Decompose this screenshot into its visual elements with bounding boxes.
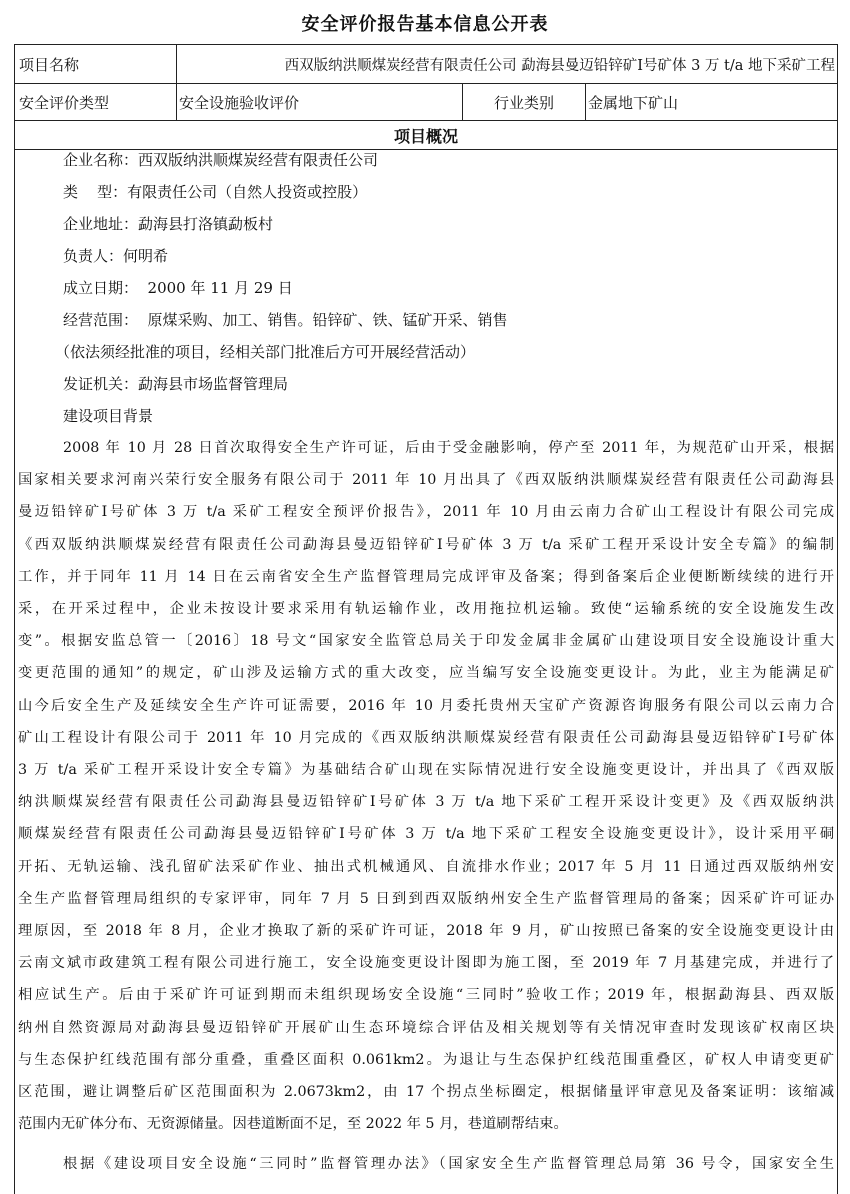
paragraph-line: 2008 年 10 月 28 日首次取得安全生产许可证，后由于受金融影响，停产至 2011 年，为规范矿山开采，根据 — [63, 440, 834, 456]
paragraph-line: 《西双版纳洪顺煤炭经营有限责任公司勐海县曼迈铅锌矿Ⅰ号矿体 3 万 t/a 采矿工程开采设计安全专篇》的编制 — [18, 536, 834, 553]
info-company-type: 类 型：有限责任公司（自然人投资或控股） — [63, 183, 368, 201]
info-company-name: 企业名称：西双版纳洪顺煤炭经营有限责任公司 — [63, 151, 379, 169]
paragraph-line: 采，在开采过程中，企业未按设计要求采用有轨运输作业，改用拖拉机运输。致使“运输系统的安全设施发生改 — [18, 601, 834, 617]
info-principal: 负责人：何明希 — [63, 247, 169, 265]
paragraph-line: 范围内无矿体分布、无资源储量。因巷道断面不足，至 2022 年 5 月，巷道刷帮结束。 — [18, 1116, 568, 1133]
paragraph-line: 云南文斌市政建筑工程有限公司进行施工，安全设施变更设计图即为施工图，至 2019 年 7 月基建完成，并进行了 — [18, 955, 834, 972]
paragraph-line: 工作，并于同年 11 月 14 日在云南省安全生产监督管理局完成评审及备案；得到备案后企业便断断续续的进行开 — [18, 568, 834, 585]
info-table — [14, 44, 838, 1194]
paragraph-line: 曼迈铅锌矿Ⅰ号矿体 3 万 t/a 采矿工程安全预评价报告》，2011 年 10 月由云南力合矿山工程设计有限公司完成 — [18, 504, 834, 521]
paragraph-line: 纳洪顺煤炭经营有限责任公司勐海县曼迈铅锌矿Ⅰ号矿体 3 万 t/a 地下采矿工程开采设计变更》及《西双版纳洪 — [18, 794, 834, 811]
paragraph-line: 变”。根据安监总管一〔2016〕18 号文“国家安全监管总局关于印发金属非金属矿山建设项目安全设施设计重大 — [18, 633, 834, 650]
info-issuing-authority: 发证机关：勐海县市场监督管理局 — [63, 375, 289, 393]
paragraph-line: 顺煤炭经营有限责任公司勐海县曼迈铅锌矿Ⅰ号矿体 3 万 t/a 地下采矿工程安全设施变更设计》，设计采用平硐 — [18, 826, 834, 843]
paragraph-line: 国家相关要求河南兴荣行安全服务有限公司于 2011 年 10 月出具了《西双版纳洪顺煤炭经营有限责任公司勐海县 — [18, 472, 834, 489]
info-founding-date: 成立日期： 2000 年 11 月 29 日 — [63, 279, 293, 297]
paragraph-line: 山今后安全生产及延续安全生产许可证需要，2016 年 10 月委托贵州天宝矿产资源咨询服务有限公司以云南力合 — [18, 697, 834, 714]
info-background-heading: 建设项目背景 — [63, 407, 154, 425]
project-name-label: 项目名称 — [19, 55, 80, 74]
paragraph-line: 根据《建设项目安全设施“三同时”监督管理办法》（国家安全生产监督管理总局第 36 号令，国家安全生 — [63, 1156, 834, 1173]
evaluation-type-label: 安全评价类型 — [19, 93, 110, 112]
paragraph-line: 变更范围的通知”的规定，矿山涉及运输方式的重大改变，应当编写安全设施变更设计。为此，业主为能满足矿 — [18, 665, 834, 682]
info-business-scope-note: （依法须经批准的项目，经相关部门批准后方可开展经营活动） — [55, 343, 476, 361]
industry-value: 金属地下矿山 — [585, 84, 837, 120]
section-title: 项目概况 — [393, 126, 458, 146]
industry-label: 行业类别 — [462, 84, 585, 120]
paragraph-line: 矿山工程设计有限公司于 2011 年 10 月完成的《西双版纳洪顺煤炭经营有限责任公司勐海县曼迈铅锌矿Ⅰ号矿体 — [18, 729, 834, 746]
paragraph-line: 纳州自然资源局对勐海县曼迈铅锌矿开展矿山生态环境综合评估及相关规划等有关情况审查时发现该矿权南区块 — [18, 1019, 834, 1036]
paragraph-line: 区范围，避让调整后矿区范围面积为 2.0673km2，由 17 个拐点坐标圈定，根据储量评审意见及备案证明：该缩减 — [18, 1084, 834, 1100]
paragraph-line: 全生产监督管理局组织的专家评审，同年 7 月 5 日到到西双版纳州安全生产监督管理局的备案；因采矿许可证办 — [18, 890, 834, 907]
paragraph-line: 3 万 t/a 采矿工程开采设计安全专篇》为基础结合矿山现在实际情况进行安全设施变更设计，并出具了《西双版 — [18, 762, 834, 778]
section-header-row — [15, 120, 837, 150]
info-address: 企业地址：勐海县打洛镇勐板村 — [63, 215, 274, 233]
project-name-row — [15, 44, 837, 83]
evaluation-type-value: 安全设施验收评价 — [176, 84, 462, 120]
project-name-value: 西双版纳洪顺煤炭经营有限责任公司 勐海县曼迈铅锌矿Ⅰ号矿体 3 万 t/a 地下采矿工程 — [176, 45, 837, 83]
info-business-scope: 经营范围： 原煤采购、加工、销售。铅锌矿、铁、锰矿开采、销售 — [63, 311, 508, 329]
paragraph-line: 开拓、无轨运输、浅孔留矿法采矿作业、抽出式机械通风、自流排水作业；2017 年 5 月 11 日通过西双版纳州安 — [18, 858, 834, 875]
paragraph-line: 与生态保护红线范围有部分重叠，重叠区面积 0.061km2。为退让与生态保护红线范围重叠区，矿权人申请变更矿 — [18, 1051, 834, 1068]
paragraph-line: 相应试生产。后由于采矿许可证到期而未组织现场安全设施“三同时”验收工作；2019 年，根据勐海县、西双版 — [18, 987, 834, 1004]
evaluation-type-row — [15, 83, 837, 120]
paragraph-line: 理原因，至 2018 年 8 月，企业才换取了新的采矿许可证，2018 年 9 月，矿山按照已备案的安全设施变更设计由 — [18, 923, 834, 939]
document-title: 安全评价报告基本信息公开表 — [301, 14, 549, 35]
